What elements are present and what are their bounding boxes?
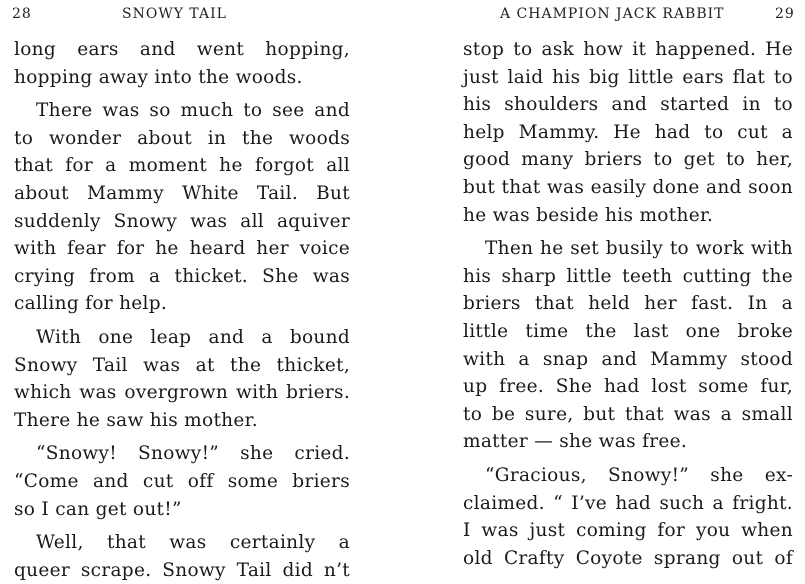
text-line: little time the last one broke — [463, 320, 793, 342]
text-line: hopping away into the woods. — [14, 66, 303, 88]
right-running-head: A CHAMPION JACK RABBIT — [500, 6, 725, 22]
text-line: help Mammy. He had to cut a — [463, 121, 793, 143]
text-line: matter — she was free. — [463, 431, 688, 453]
right-page-text — [463, 36, 793, 572]
text-line: I was just coming for you when — [463, 520, 793, 542]
left-page-text — [14, 36, 350, 584]
text-line: Snowy Tail was at the thicket, — [14, 354, 350, 376]
left-running-head: SNOWY TAIL — [122, 6, 227, 22]
text-line: up free. She had lost some fur, — [463, 376, 793, 398]
text-line: old Crafty Coyote sprang out of — [463, 547, 793, 569]
text-line: queer scrape. Snowy Tail did n’t — [14, 559, 350, 581]
text-line: There was so much to see and — [36, 100, 350, 122]
text-line: “Snowy! Snowy!” she cried. — [36, 443, 350, 465]
text-line: his shoulders and started in to — [463, 94, 793, 116]
text-line: calling for help. — [14, 293, 168, 315]
text-line: his sharp little teeth cutting the — [463, 265, 793, 287]
text-line: but that was easily done and soon — [463, 176, 793, 198]
text-line: stop to ask how it happened. He — [463, 39, 793, 60]
text-line: Well, that was certainly a — [36, 532, 350, 554]
text-line: so I can get out!” — [14, 498, 182, 520]
text-line: suddenly Snowy was all aquiver — [14, 210, 350, 232]
text-line: “Come and cut off some briers — [14, 470, 350, 492]
text-line: “Gracious, Snowy!” she ex- — [485, 464, 793, 486]
left-page — [0, 0, 390, 581]
text-line: with fear for he heard her voice — [14, 238, 350, 260]
text-line: he was beside his mother. — [463, 204, 714, 226]
text-line: briers that held her fast. In a — [463, 293, 793, 315]
text-line: Then he set busily to work with — [485, 238, 793, 260]
text-line: to be sure, but that was a small — [463, 403, 793, 425]
text-line: With one leap and a bound — [36, 326, 350, 348]
text-line: There he saw his mother. — [14, 409, 258, 431]
text-line: which was overgrown with briers. — [14, 382, 350, 404]
text-line: crying from a thicket. She was — [14, 265, 350, 287]
text-line: long ears and went hopping, — [14, 39, 350, 60]
text-line: with a snap and Mammy stood — [463, 348, 793, 370]
right-page — [420, 0, 805, 569]
text-line: claimed. “ I’ve had such a fright. — [463, 492, 793, 514]
left-page-number: 28 — [12, 6, 32, 22]
text-line: that for a moment he forgot all — [14, 155, 350, 177]
text-line: just laid his big little ears flat to — [463, 66, 793, 88]
right-page-number: 29 — [775, 6, 795, 22]
text-line: about Mammy White Tail. But — [14, 182, 350, 204]
text-line: to wonder about in the woods — [14, 127, 350, 149]
text-line: good many briers to get to her, — [463, 149, 793, 171]
